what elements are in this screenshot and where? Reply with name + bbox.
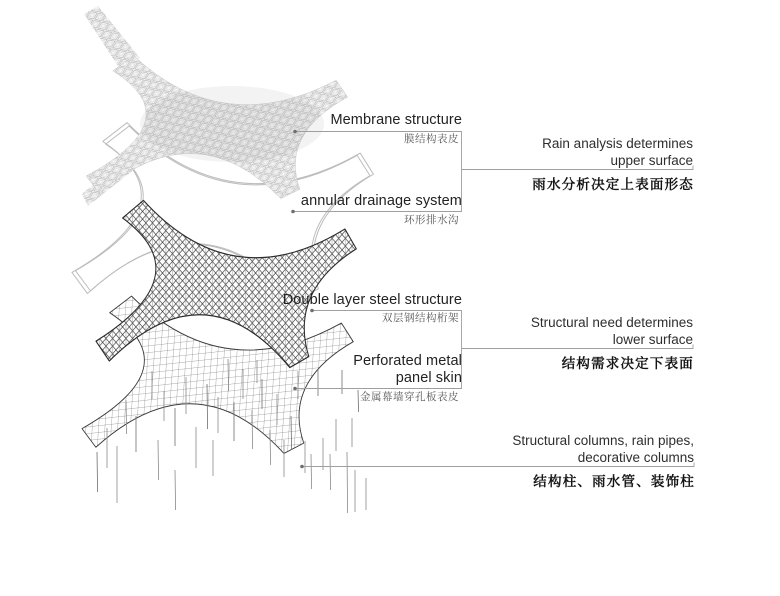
summary-structure-en-line1: Structural need determines bbox=[530, 315, 693, 330]
summary-rain-en-line1: Rain analysis determines bbox=[542, 136, 693, 151]
summary-rain-en-line2: upper surface bbox=[610, 153, 693, 168]
summary-structure-en bbox=[531, 314, 693, 348]
callout-membrane-en: Membrane structure bbox=[330, 112, 462, 128]
column-line bbox=[347, 452, 348, 513]
column-line bbox=[358, 390, 359, 412]
callout-annular-zh: 环形排水沟 bbox=[404, 214, 459, 226]
column-line bbox=[158, 440, 159, 480]
column-line bbox=[330, 454, 331, 490]
callout-steel-zh: 双层钢结构桁架 bbox=[382, 312, 459, 324]
summary-rain-zh: 雨水分析决定上表面形态 bbox=[532, 177, 694, 192]
summary-columns-en bbox=[512, 432, 694, 466]
column-line bbox=[311, 454, 312, 489]
summary-structure-zh: 结构需求决定下表面 bbox=[561, 356, 694, 371]
callout-perforated-en-line2: panel skin bbox=[395, 370, 462, 386]
column-line bbox=[97, 452, 98, 492]
callout-perforated-zh: 金属幕墙穿孔板表皮 bbox=[360, 391, 459, 403]
summary-rain-en bbox=[542, 135, 693, 169]
callout-steel-en: Double layer steel structure bbox=[282, 292, 462, 308]
callout-perforated-en bbox=[353, 353, 462, 387]
summary-structure-en-line2: lower surface bbox=[612, 332, 693, 347]
column-line bbox=[175, 470, 176, 510]
callout-perforated-en-line1: Perforated metal bbox=[353, 353, 462, 369]
callout-annular-en: annular drainage system bbox=[300, 193, 462, 209]
summary-columns-en-line2: decorative columns bbox=[577, 450, 694, 465]
callout-membrane-zh: 膜结构表皮 bbox=[404, 133, 459, 145]
summary-columns-zh: 结构柱、雨水管、装饰柱 bbox=[533, 474, 695, 489]
membrane-tile-trail-nw bbox=[84, 6, 140, 66]
summary-columns-en-line1: Structural columns, rain pipes, bbox=[512, 433, 694, 448]
